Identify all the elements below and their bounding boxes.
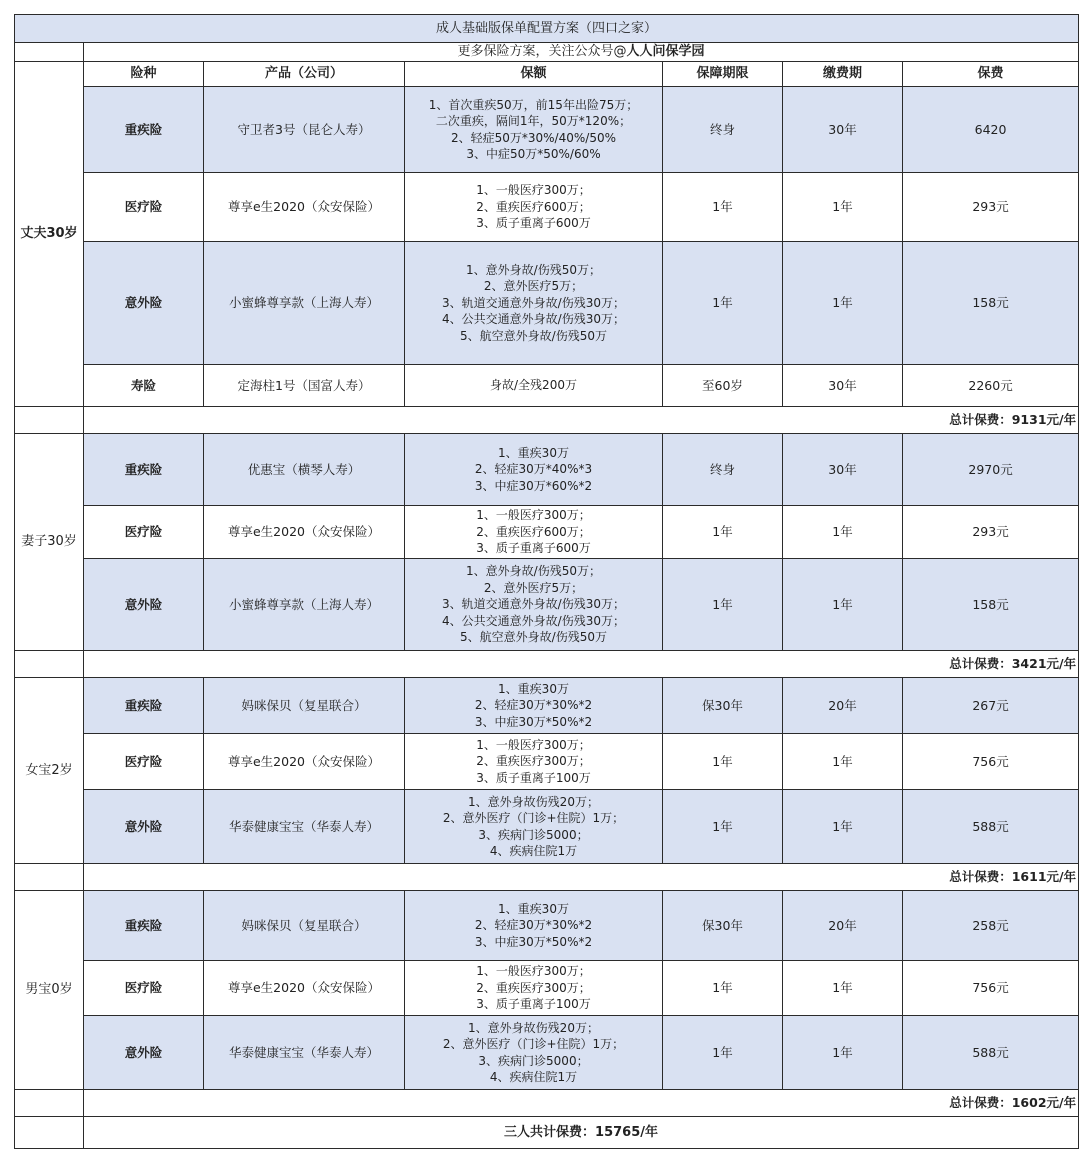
cell-term: 1年: [663, 506, 783, 559]
cell-term: 1年: [663, 242, 783, 365]
cell-type: 寿险: [84, 365, 204, 407]
coverage-line: 2、重疾医疗300万；: [476, 980, 591, 995]
cell-product: 妈咪保贝（复星联合）: [204, 891, 405, 961]
cell-term: 至60岁: [663, 365, 783, 407]
cell-pay: 1年: [783, 734, 903, 790]
cell-premium: 293元: [903, 506, 1079, 559]
coverage-line: 3、疾病门诊5000；: [478, 1053, 589, 1068]
coverage-line: 2、重疾医疗600万；: [476, 524, 591, 539]
cell-type: 重疾险: [84, 87, 204, 173]
coverage-line: 2、轻症30万*30%*2: [474, 918, 593, 933]
cell-premium: 267元: [903, 678, 1079, 734]
cell-term: 1年: [663, 734, 783, 790]
cell-pay: 1年: [783, 173, 903, 242]
coverage-line: 1、意外身故伤残20万；: [468, 1020, 599, 1035]
cell-premium: 2260元: [903, 365, 1079, 407]
cell-type: 意外险: [84, 790, 204, 864]
cell-premium: 158元: [903, 559, 1079, 651]
table-row: [15, 365, 1079, 407]
coverage-line: 5、航空意外身故/伤残50万: [460, 328, 607, 343]
cell-premium: 756元: [903, 734, 1079, 790]
coverage-line: 3、质子重离子100万: [476, 997, 591, 1012]
cell-premium: 6420: [903, 87, 1079, 173]
table-row: [15, 434, 1079, 506]
person-label: 妻子30岁: [15, 434, 84, 651]
column-header: 险种: [84, 62, 204, 87]
cell-product: 定海柱1号（国富人寿）: [204, 365, 405, 407]
cell-product: 华泰健康宝宝（华泰人寿）: [204, 1016, 405, 1090]
cell-type: 医疗险: [84, 734, 204, 790]
coverage-line: 3、质子重离子600万: [476, 541, 591, 556]
coverage-line: 2、轻症30万*40%*3: [474, 462, 593, 477]
cell-premium: 588元: [903, 1016, 1079, 1090]
cell-pay: 1年: [783, 506, 903, 559]
coverage-line: 3、质子重离子600万: [476, 216, 591, 231]
cell-pay: 20年: [783, 891, 903, 961]
coverage-line: 3、中症30万*50%*2: [474, 714, 593, 729]
coverage-line: 1、首次重疾50万，前15年出险75万；: [428, 97, 639, 112]
person-label: 丈夫30岁: [15, 62, 84, 407]
grand-total-spacer: [15, 1117, 84, 1149]
table-row: [15, 678, 1079, 734]
coverage-line: 2、意外医疗5万；: [483, 279, 584, 294]
coverage-line: 3、中症30万*60%*2: [474, 478, 593, 493]
cell-term: 保30年: [663, 891, 783, 961]
coverage-line: 1、重疾30万: [498, 681, 569, 696]
cell-premium: 158元: [903, 242, 1079, 365]
total-spacer: [15, 651, 84, 678]
cell-type: 重疾险: [84, 891, 204, 961]
cell-coverage: [405, 365, 663, 407]
total-row: [15, 651, 1079, 678]
coverage-line: 2、意外医疗（门诊+住院）1万；: [442, 811, 625, 825]
cell-pay: 1年: [783, 790, 903, 864]
table-row: [15, 790, 1079, 864]
cell-term: 保30年: [663, 678, 783, 734]
cell-premium: 588元: [903, 790, 1079, 864]
coverage-line: 二次重疾，隔间1年，50万*120%；: [435, 114, 632, 128]
coverage-line: 3、轨道交通意外身故/伤残30万；: [442, 597, 625, 612]
column-header: 保费: [903, 62, 1079, 87]
total-spacer: [15, 1090, 84, 1117]
cell-pay: 1年: [783, 242, 903, 365]
cell-pay: 30年: [783, 434, 903, 506]
cell-pay: 30年: [783, 87, 903, 173]
cell-term: 终身: [663, 87, 783, 173]
table-row: [15, 506, 1079, 559]
coverage-line: 3、疾病门诊5000；: [478, 827, 589, 842]
table-row: [15, 734, 1079, 790]
cell-term: 1年: [663, 790, 783, 864]
coverage-line: 2、意外医疗（门诊+住院）1万；: [442, 1037, 625, 1051]
cell-coverage: [405, 678, 663, 734]
cell-type: 重疾险: [84, 678, 204, 734]
cell-coverage: [405, 87, 663, 173]
cell-coverage: [405, 790, 663, 864]
coverage-line: 2、意外医疗5万；: [483, 580, 584, 595]
cell-product: 守卫者3号（昆仑人寿）: [204, 87, 405, 173]
cell-premium: 756元: [903, 961, 1079, 1016]
cell-product: 尊享e生2020（众安保险）: [204, 961, 405, 1016]
cell-premium: 293元: [903, 173, 1079, 242]
coverage-line: 1、意外身故/伤残50万；: [466, 262, 601, 277]
cell-coverage: [405, 242, 663, 365]
cell-product: 妈咪保贝（复星联合）: [204, 678, 405, 734]
cell-product: 小蜜蜂尊享款（上海人寿）: [204, 242, 405, 365]
coverage-line: 3、中症50万*50%/60%: [466, 147, 601, 161]
person-label: 男宝0岁: [15, 891, 84, 1090]
coverage-line: 2、轻症50万*30%/40%/50%: [450, 130, 616, 145]
cell-product: 尊享e生2020（众安保险）: [204, 506, 405, 559]
cell-product: 尊享e生2020（众安保险）: [204, 734, 405, 790]
cell-pay: 1年: [783, 1016, 903, 1090]
person-label: 女宝2岁: [15, 678, 84, 864]
cell-type: 意外险: [84, 1016, 204, 1090]
cell-type: 意外险: [84, 559, 204, 651]
coverage-line: 1、一般医疗300万；: [476, 508, 591, 523]
cell-pay: 1年: [783, 559, 903, 651]
cell-pay: 20年: [783, 678, 903, 734]
cell-term: 1年: [663, 961, 783, 1016]
coverage-line: 1、重疾30万: [498, 901, 569, 916]
coverage-line: 1、意外身故/伤残50万；: [466, 564, 601, 579]
cell-term: 1年: [663, 173, 783, 242]
column-header: 保额: [405, 62, 663, 87]
table-row: [15, 173, 1079, 242]
table-title: 成人基础版保单配置方案（四口之家）: [15, 15, 1079, 43]
cell-coverage: [405, 961, 663, 1016]
cell-term: 1年: [663, 1016, 783, 1090]
cell-coverage: [405, 173, 663, 242]
cell-type: 意外险: [84, 242, 204, 365]
cell-type: 医疗险: [84, 173, 204, 242]
coverage-line: 2、重疾医疗600万；: [476, 199, 591, 214]
coverage-line: 4、公共交通意外身故/伤残30万；: [442, 312, 625, 327]
cell-premium: 258元: [903, 891, 1079, 961]
header-row: [15, 62, 1079, 87]
table-row: [15, 87, 1079, 173]
coverage-line: 2、轻症30万*30%*2: [474, 698, 593, 713]
coverage-line: 5、航空意外身故/伤残50万: [460, 630, 607, 645]
table-row: [15, 891, 1079, 961]
table-row: [15, 961, 1079, 1016]
total-spacer: [15, 864, 84, 891]
cell-pay: 1年: [783, 961, 903, 1016]
subtitle-prefix: 更多保险方案，关注公众号@: [457, 44, 627, 59]
cell-term: 1年: [663, 559, 783, 651]
column-header: 产品（公司）: [204, 62, 405, 87]
cell-premium: 2970元: [903, 434, 1079, 506]
coverage-line: 1、一般医疗300万；: [476, 737, 591, 752]
group-total: 总计保费：1611元/年: [84, 864, 1079, 891]
table-row: [15, 1016, 1079, 1090]
table-row: [15, 559, 1079, 651]
coverage-line: 3、质子重离子100万: [476, 770, 591, 785]
cell-product: 优惠宝（横琴人寿）: [204, 434, 405, 506]
total-row: [15, 864, 1079, 891]
coverage-line: 4、疾病住院1万: [489, 844, 578, 858]
total-row: [15, 407, 1079, 434]
total-spacer: [15, 407, 84, 434]
table-row: [15, 242, 1079, 365]
column-header: 缴费期: [783, 62, 903, 87]
cell-coverage: [405, 734, 663, 790]
cell-coverage: [405, 506, 663, 559]
coverage-line: 1、一般医疗300万；: [476, 964, 591, 979]
grand-total-row: [15, 1117, 1079, 1149]
subtitle-account: 人人问保学园: [626, 44, 705, 59]
cell-coverage: [405, 1016, 663, 1090]
coverage-line: 身故/全残200万: [490, 378, 577, 393]
cell-type: 医疗险: [84, 961, 204, 1016]
cell-type: 医疗险: [84, 506, 204, 559]
cell-term: 终身: [663, 434, 783, 506]
coverage-line: 1、重疾30万: [498, 445, 569, 460]
coverage-line: 4、疾病住院1万: [489, 1070, 578, 1084]
coverage-line: 4、公共交通意外身故/伤残30万；: [442, 613, 625, 628]
total-row: [15, 1090, 1079, 1117]
grand-total: 三人共计保费：15765/年: [84, 1117, 1079, 1149]
column-header: 保障期限: [663, 62, 783, 87]
cell-pay: 30年: [783, 365, 903, 407]
cell-coverage: [405, 559, 663, 651]
cell-product: 华泰健康宝宝（华泰人寿）: [204, 790, 405, 864]
coverage-line: 3、轨道交通意外身故/伤残30万；: [442, 295, 625, 310]
group-total: 总计保费：1602元/年: [84, 1090, 1079, 1117]
coverage-line: 3、中症30万*50%*2: [474, 934, 593, 949]
coverage-line: 1、一般医疗300万；: [476, 183, 591, 198]
cell-product: 小蜜蜂尊享款（上海人寿）: [204, 559, 405, 651]
subtitle-spacer: [15, 43, 84, 62]
coverage-line: 1、意外身故伤残20万；: [468, 794, 599, 809]
group-total: 总计保费：3421元/年: [84, 651, 1079, 678]
insurance-plan-table: [14, 14, 1079, 1149]
subtitle: [84, 43, 1079, 62]
group-total: 总计保费：9131元/年: [84, 407, 1079, 434]
cell-product: 尊享e生2020（众安保险）: [204, 173, 405, 242]
cell-coverage: [405, 891, 663, 961]
coverage-line: 2、重疾医疗300万；: [476, 754, 591, 769]
cell-type: 重疾险: [84, 434, 204, 506]
cell-coverage: [405, 434, 663, 506]
